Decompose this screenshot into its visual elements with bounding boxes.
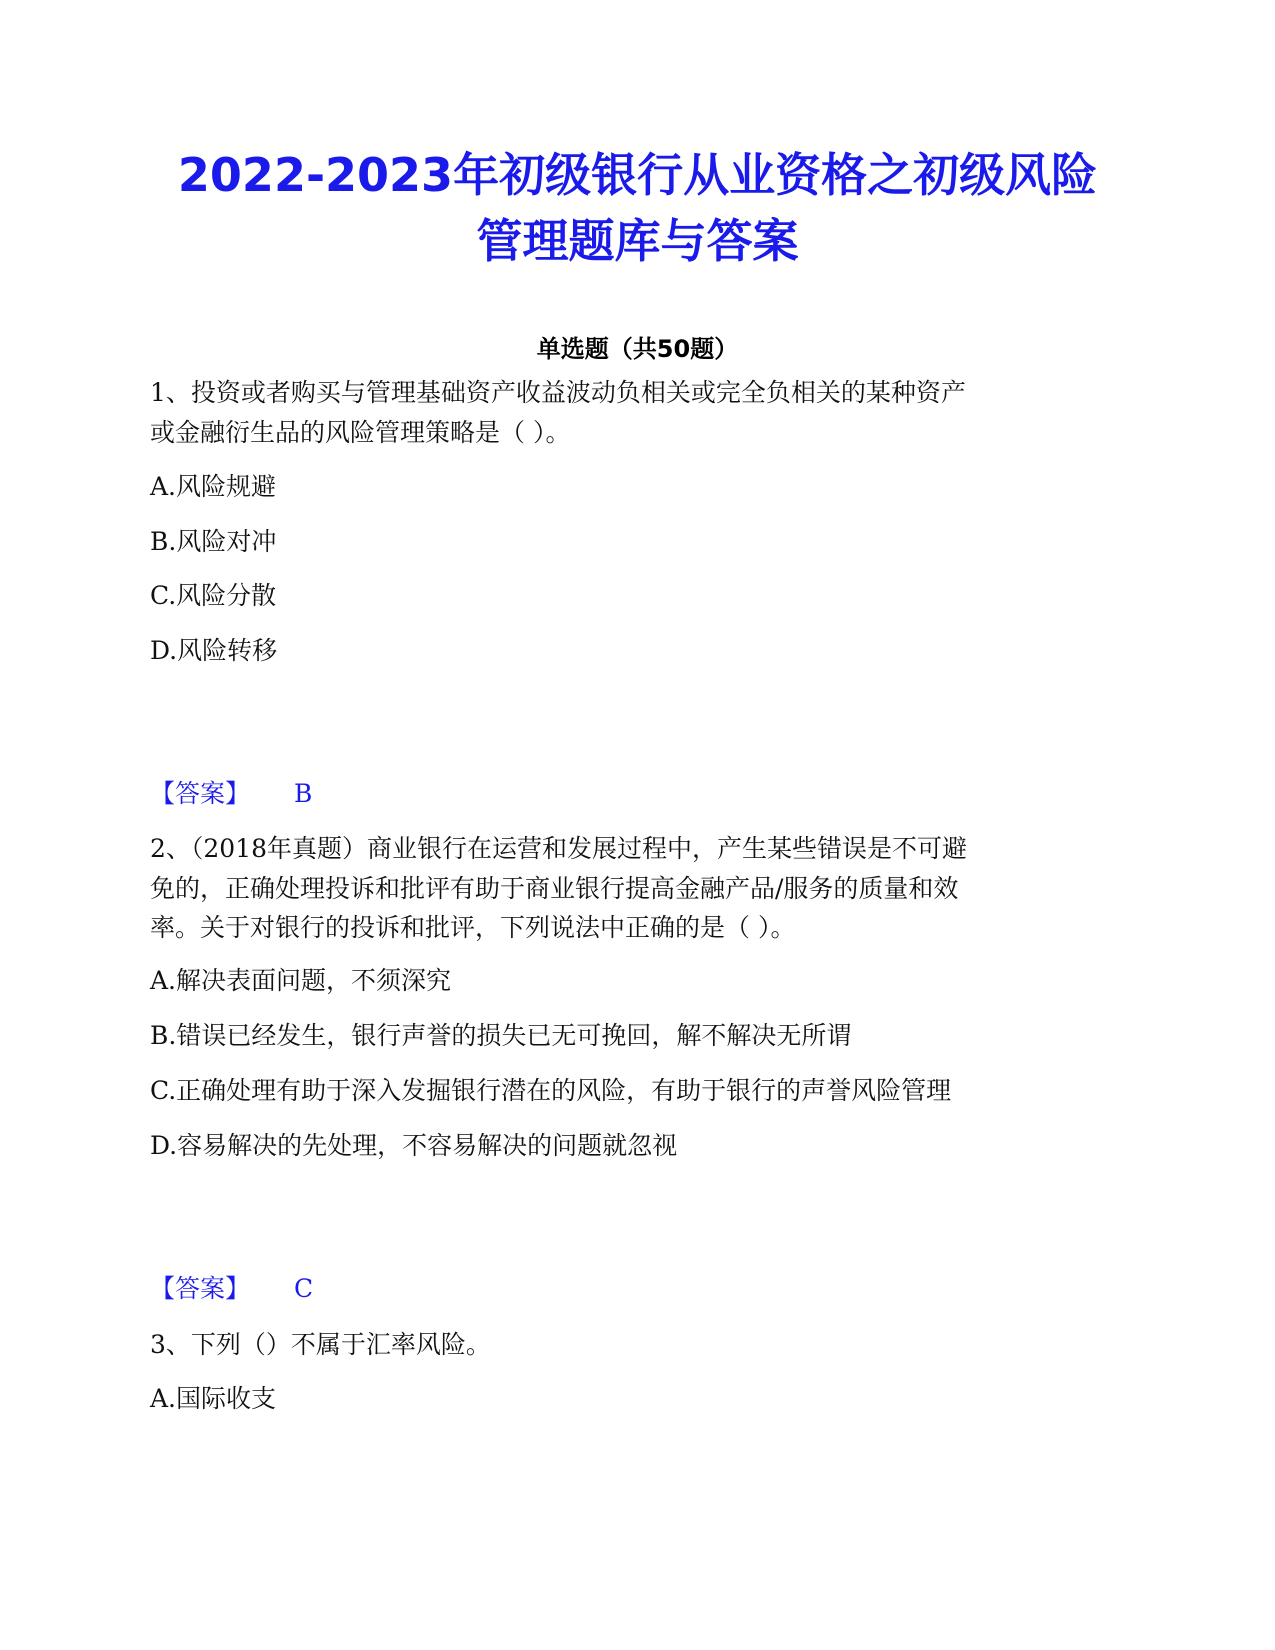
question-2-stem-line-3: 率。关于对银行的投诉和批评，下列说法中正确的是（ ）。 — [150, 913, 796, 942]
question-1-option-b: B.风险对冲 — [150, 527, 277, 556]
question-1-stem-line-2: 或金融衍生品的风险管理策略是（ ）。 — [150, 418, 571, 447]
question-1-option-a: A.风险规避 — [150, 472, 277, 501]
answer-label: 【答案】 — [150, 779, 251, 808]
question-1-stem-line-1: 1、投资或者购买与管理基础资产收益波动负相关或完全负相关的某种资产 — [150, 378, 966, 407]
question-1-answer — [150, 776, 312, 812]
document-title-line-2: 管理题库与答案 — [476, 214, 799, 268]
question-2-stem-line-2: 免的，正确处理投诉和批评有助于商业银行提高金融产品/服务的质量和效 — [150, 874, 959, 903]
answer-value: C — [294, 1274, 314, 1303]
question-2-option-c: C.正确处理有助于深入发掘银行潜在的风险，有助于银行的声誉风险管理 — [150, 1076, 952, 1105]
section-heading: 单选题（共50题） — [536, 335, 739, 363]
answer-label: 【答案】 — [150, 1274, 251, 1303]
answer-value: B — [294, 779, 313, 808]
question-1-option-d: D.风险转移 — [150, 636, 278, 665]
question-2-stem-line-1: 2、（2018年真题）商业银行在运营和发展过程中，产生某些错误是不可避 — [150, 834, 968, 863]
question-3-stem-line-1: 3、下列（）不属于汇率风险。 — [150, 1330, 491, 1359]
question-2-option-d: D.容易解决的先处理，不容易解决的问题就忽视 — [150, 1131, 678, 1160]
question-3-option-a: A.国际收支 — [150, 1384, 277, 1413]
question-2-option-b: B.错误已经发生，银行声誉的损失已无可挽回，解不解决无所谓 — [150, 1021, 852, 1050]
document-title-line-1: 2022-2023年初级银行从业资格之初级风险 — [177, 148, 1098, 202]
question-2-option-a: A.解决表面问题，不须深究 — [150, 966, 452, 995]
question-1-option-c: C.风险分散 — [150, 581, 277, 610]
question-2-answer — [150, 1271, 313, 1307]
